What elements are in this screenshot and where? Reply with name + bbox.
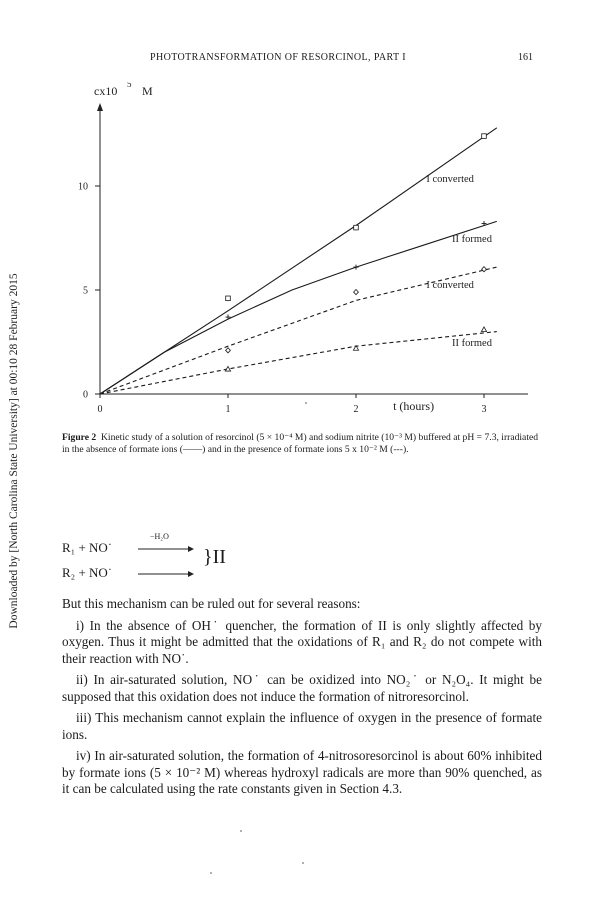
intro-paragraph: But this mechanism can be ruled out for several reasons: [62,596,361,611]
speck [240,830,242,832]
kinetic-chart [58,82,528,422]
arrow-label: −H₂O [150,532,169,541]
reason-2: ii) In air-saturated solution, NO˙ can be oxidized into NO₂˙ or N₂O₄. It might be supposed that this oxidation does not induce the formation of nitroresorcinol. [62,672,542,704]
running-header: PHOTOTRANSFORMATION OF RESORCINOL, PART I [150,52,406,63]
y-axis-arrow [97,103,103,111]
series-label-1: I converted [426,173,474,185]
figure-caption [62,432,544,455]
y-axis-label: cx10 [94,84,118,98]
product-brace: }II [203,546,226,568]
x-tick-label: 1 [225,404,231,415]
reason-3: iii) This mechanism cannot explain the influence of oxygen in the presence of formate ions. [62,710,542,742]
data-point-diamond [354,289,359,294]
y-axis-label-unit: M [142,84,153,98]
reaction-1: R₁ + NO˙ [62,540,113,555]
reaction-arrows [138,542,198,582]
figure-label: Figure 2 [62,432,97,443]
data-point-triangle [225,366,230,371]
download-watermark: Downloaded by [North Carolina State University] at 00:10 28 February 2015 [8,273,20,629]
reason-1: i) In the absence of OH˙ quencher, the formation of II is only slightly affected by oxygen. Thus it might be admitted that the oxidations of R₁ and R₂ do not compete with their reaction with NO˙. [62,617,542,666]
data-point-square [354,225,359,230]
data-point-square [226,296,231,301]
series-line-2 [100,221,497,394]
series-label-4: II formed [452,338,492,350]
series-label-2: II formed [452,234,492,246]
data-point-diamond [226,348,231,353]
x-tick-label: 3 [481,404,487,415]
figure-caption-text: Kinetic study of a solution of resorcinol (5 × 10⁻⁴ M) and sodium nitrite (10⁻³ M) buffered at pH = 7.3, irradiated in the absence of formate ions (——) and in the presence of formate ions 5 x 10⁻² M (---). [62,432,539,455]
data-point-triangle [481,327,486,332]
series-line-1 [100,128,497,394]
x-tick-label: 0 [97,404,103,415]
speck [305,402,307,404]
x-axis-label: t (hours) [393,399,435,413]
page-number: 161 [518,52,533,63]
y-axis-label-exponent: 5 [127,82,132,89]
y-tick-label: 10 [78,181,88,193]
series-line-4 [100,332,497,394]
y-tick-label: 0 [83,389,88,401]
reason-4: iv) In air-saturated solution, the formation of 4-nitrosoresorcinol is about 60% inhibited by formate ions (5 × 10⁻² M) whereas hydroxyl radicals are more than 90% quenched, as it can be calculated using the rate constants given in Section 4.3. [62,748,542,796]
speck [210,872,212,874]
data-point-plus [354,265,359,270]
reaction-scheme [62,532,362,592]
body-text [62,596,542,798]
x-tick-label: 2 [353,404,359,415]
speck [302,862,304,864]
y-tick-label: 5 [83,285,88,297]
reaction-2: R₂ + NO˙ [62,565,113,580]
data-point-square [482,134,487,139]
series-label-3: I converted [426,279,474,291]
